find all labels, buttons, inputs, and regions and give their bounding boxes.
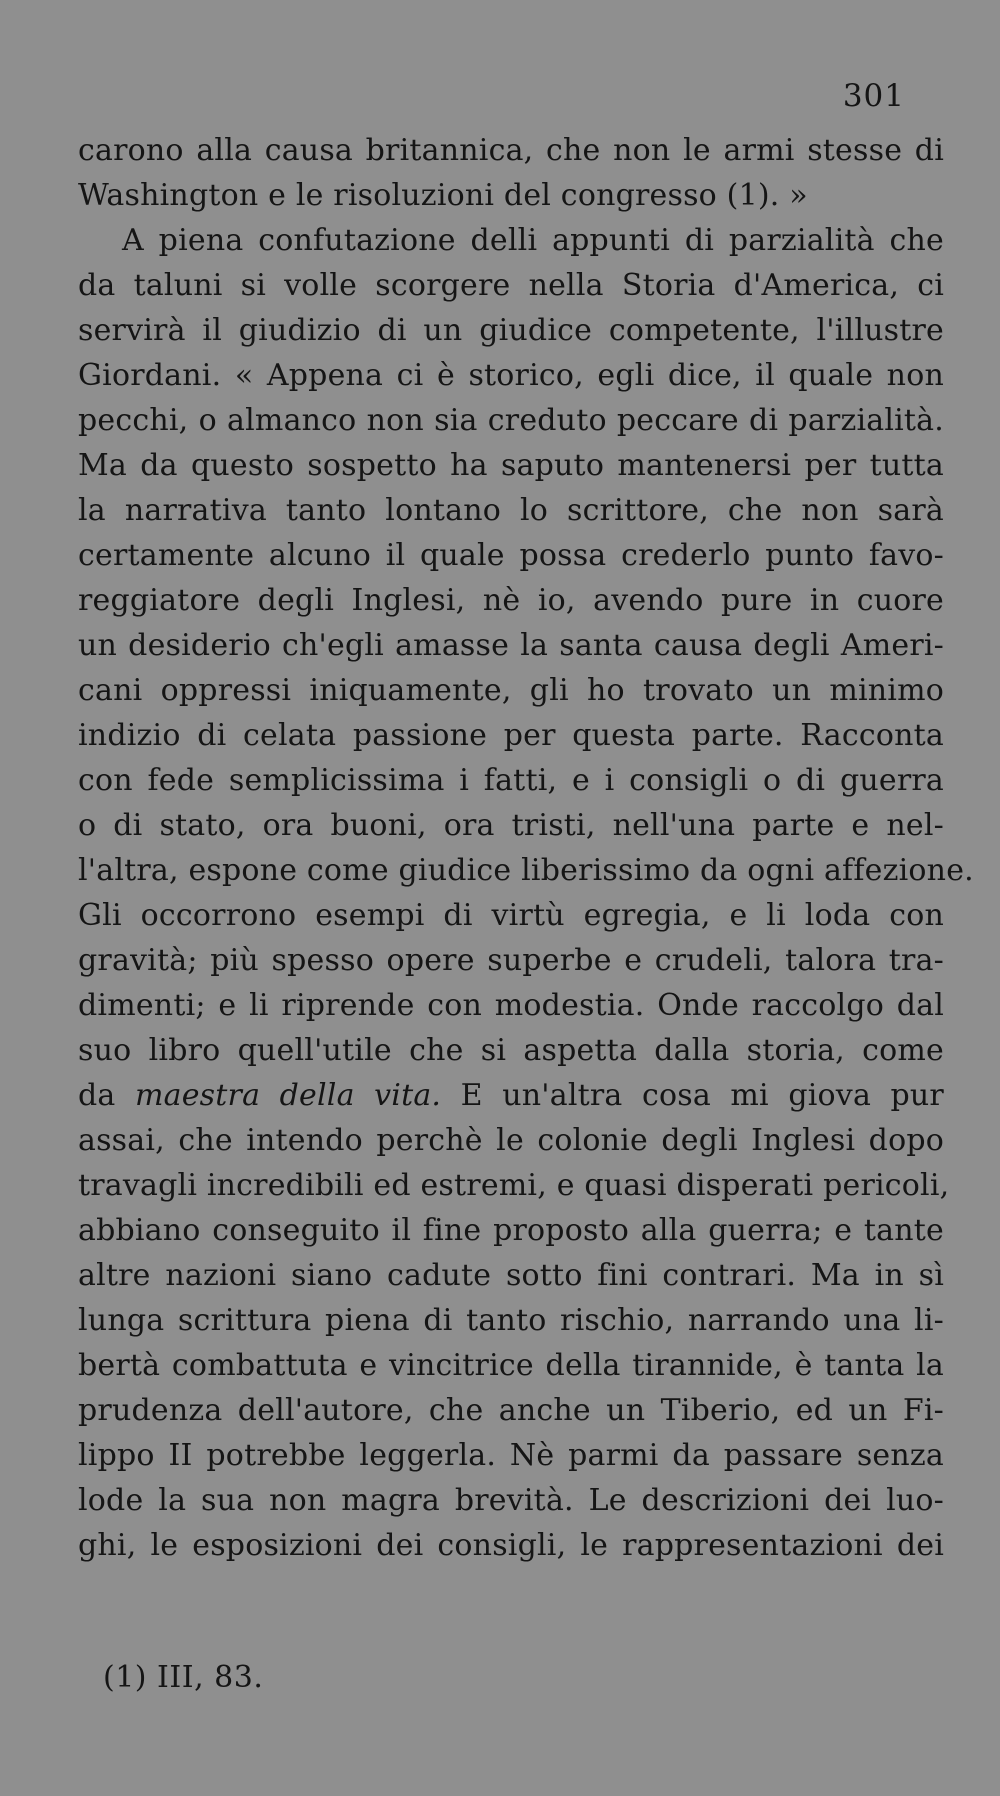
- text-line: indizio di celata passione per questa parte. Racconta: [78, 718, 944, 753]
- text-line: bertà combattuta e vincitrice della tirannide, è tanta la: [78, 1348, 944, 1383]
- italic-phrase: maestra della vita.: [134, 1078, 442, 1113]
- text-line: l'altra, espone come giudice liberissimo da ogni affezione.: [78, 853, 974, 888]
- text-line: ghi, le esposizioni dei consigli, le rappresentazioni dei: [78, 1528, 944, 1563]
- text-segment: da: [78, 1078, 135, 1113]
- text-line: lippo II potrebbe leggerla. Nè parmi da passare senza: [78, 1438, 944, 1473]
- text-line: lunga scrittura piena di tanto rischio, narrando una li-: [78, 1303, 944, 1338]
- text-segment: E un'altra cosa mi giova pur: [441, 1078, 944, 1113]
- text-line: pecchi, o almanco non sia creduto peccare di parzialità.: [78, 403, 944, 438]
- text-line: Ma da questo sospetto ha saputo mantenersi per tutta: [78, 448, 944, 483]
- text-line: da taluni si volle scorgere nella Storia d'America, ci: [78, 268, 944, 303]
- text-line: o di stato, ora buoni, ora tristi, nell'una parte e nel-: [78, 808, 944, 843]
- text-line: reggiatore degli Inglesi, nè io, avendo pure in cuore: [78, 583, 944, 618]
- footnote: (1) III, 83.: [103, 1660, 264, 1695]
- text-line: [78, 1073, 944, 1118]
- text-line: A piena confutazione delli appunti di parzialità che: [122, 223, 944, 258]
- body-text: [78, 128, 974, 1568]
- text-line: Gli occorrono esempi di virtù egregia, e li loda con: [78, 898, 944, 933]
- text-line: certamente alcuno il quale possa crederlo punto favo-: [78, 538, 944, 573]
- text-line: prudenza dell'autore, che anche un Tiberio, ed un Fi-: [78, 1393, 944, 1428]
- text-line: gravità; più spesso opere superbe e crudeli, talora tra-: [78, 943, 944, 978]
- text-line: con fede semplicissima i fatti, e i consigli o di guerra: [78, 763, 944, 798]
- text-line: Washington e le risoluzioni del congresso (1). »: [78, 178, 808, 213]
- text-line: la narrativa tanto lontano lo scrittore, che non sarà: [78, 493, 944, 528]
- text-line: carono alla causa britannica, che non le armi stesse di: [78, 133, 944, 168]
- text-line: servirà il giudizio di un giudice competente, l'illustre: [78, 313, 944, 348]
- text-line: suo libro quell'utile che si aspetta dalla storia, come: [78, 1033, 944, 1068]
- text-line: abbiano conseguito il fine proposto alla guerra; e tante: [78, 1213, 944, 1248]
- page-number: 301: [842, 78, 905, 114]
- text-line: altre nazioni siano cadute sotto fini contrari. Ma in sì: [78, 1258, 944, 1293]
- text-line: dimenti; e li riprende con modestia. Onde raccolgo dal: [78, 988, 944, 1023]
- text-line: lode la sua non magra brevità. Le descrizioni dei luo-: [78, 1483, 944, 1518]
- text-line: un desiderio ch'egli amasse la santa causa degli Ameri-: [78, 628, 944, 663]
- text-line: travagli incredibili ed estremi, e quasi disperati pericoli,: [78, 1168, 950, 1203]
- text-line: Giordani. « Appena ci è storico, egli dice, il quale non: [78, 358, 944, 393]
- text-line: cani oppressi iniquamente, gli ho trovato un minimo: [78, 673, 944, 708]
- text-line: assai, che intendo perchè le colonie degli Inglesi dopo: [78, 1123, 944, 1158]
